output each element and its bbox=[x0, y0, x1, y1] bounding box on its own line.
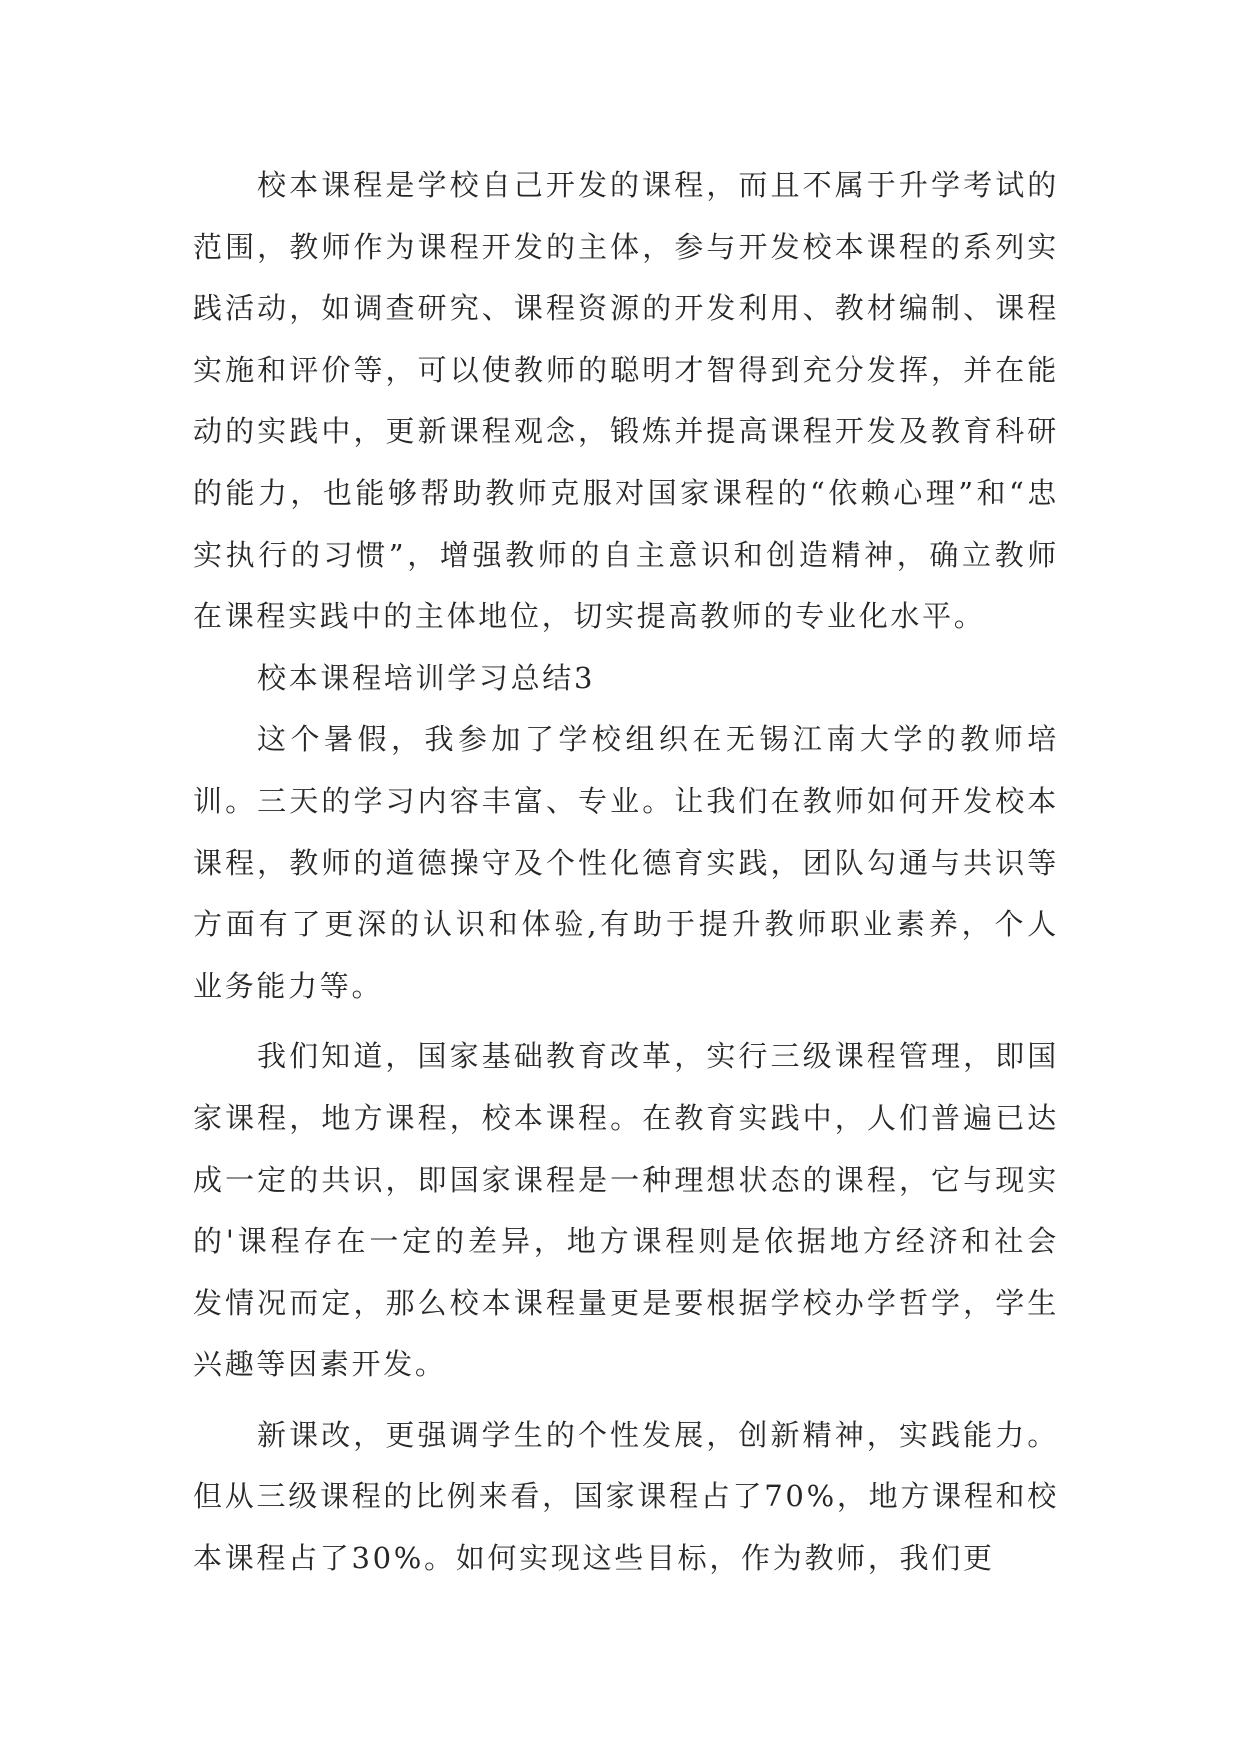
document-body bbox=[193, 155, 1059, 1590]
paragraph-summer-training: 这个暑假，我参加了学校组织在无锡江南大学的教师培训。三天的学习内容丰富、专业。让我们在教师如何开发校本课程，教师的道德操守及个性化德育实践，团队勾通与共识等方面有了更深的认识和体验,有助于提升教师职业素养，个人业务能力等。 bbox=[193, 722, 1059, 1003]
paragraph-school-curriculum: 校本课程是学校自己开发的课程，而且不属于升学考试的范围，教师作为课程开发的主体，参与开发校本课程的系列实践活动，如调查研究、课程资源的开发利用、教材编制、课程实施和评价等，可以使教师的聪明才智得到充分发挥，并在能动的实践中，更新课程观念，锻炼并提高课程开发及教育科研的能力，也能够帮助教师克服对国家课程的“依赖心理”和“忠实执行的习惯”，增强教师的自主意识和创造精神，确立教师在课程实践中的主体地位，切实提高教师的专业化水平。 bbox=[193, 168, 1060, 634]
section-heading: 校本课程培训学习总结3 bbox=[257, 660, 596, 695]
paragraph-three-level-curriculum: 我们知道，国家基础教育改革，实行三级课程管理，即国家课程，地方课程，校本课程。在教育实践中，人们普遍已达成一定的共识，即国家课程是一种理想状态的课程，它与现实的'课程存在一定的差异，地方课程则是依据地方经济和社会发情况而定，那么校本课程量更是要根据学校办学哲学，学生兴趣等因素开发。 bbox=[193, 1039, 1059, 1382]
paragraph-new-curriculum-reform: 新课改，更强调学生的个性发展，创新精神，实践能力。但从三级课程的比例来看，国家课程占了70%，地方课程和校本课程占了30%。如何实现这些目标，作为教师，我们更 bbox=[193, 1417, 1059, 1576]
